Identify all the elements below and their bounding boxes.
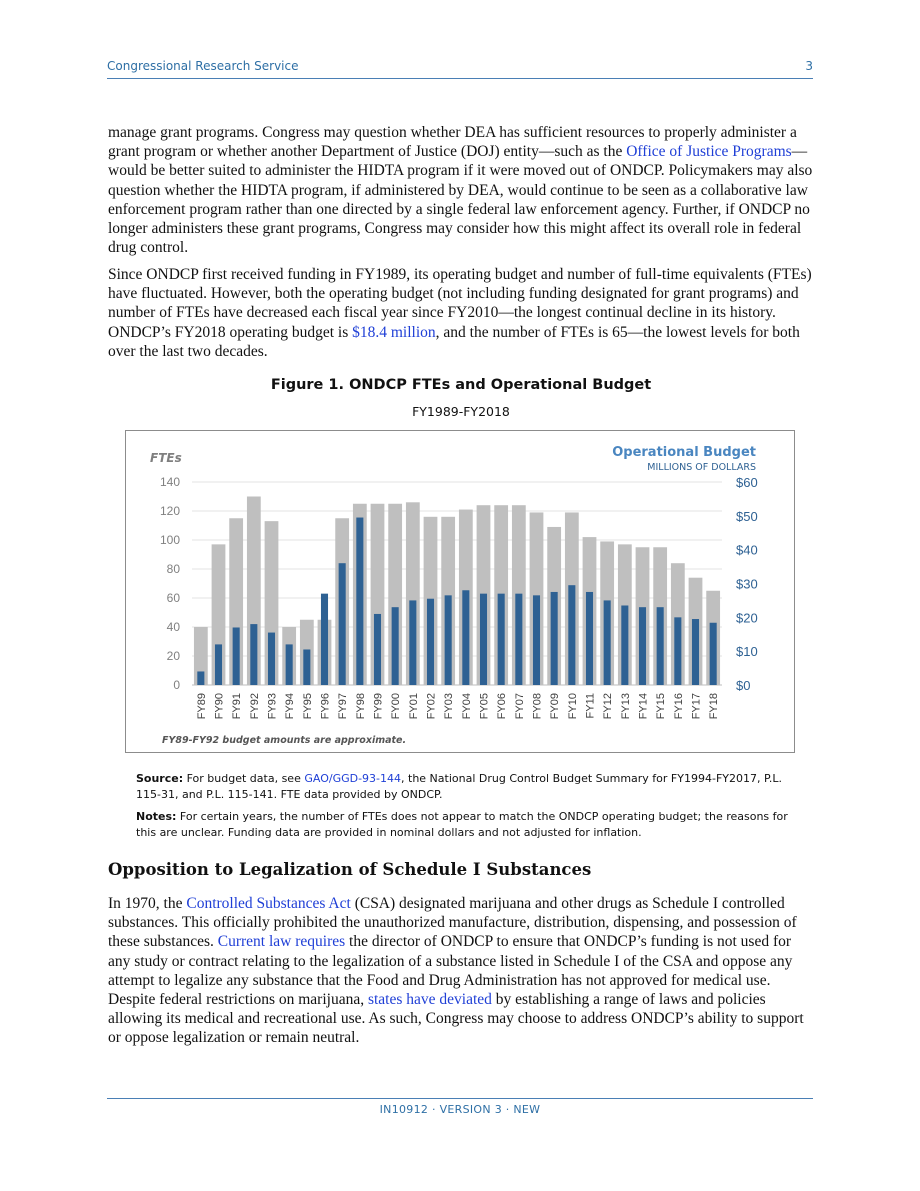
- x-tick-label: FY99: [372, 693, 385, 720]
- x-tick-label: FY07: [513, 693, 526, 720]
- x-tick-label: FY10: [566, 693, 579, 720]
- chart-frame: [125, 430, 795, 753]
- x-tick-label: FY91: [231, 693, 244, 720]
- right-tick-label: $20: [736, 610, 758, 626]
- x-tick-label: FY97: [337, 693, 350, 720]
- x-tick-label: FY14: [637, 693, 650, 720]
- notes-label: Notes:: [136, 810, 177, 823]
- budget-bar: [568, 585, 575, 685]
- budget-bar: [392, 607, 399, 685]
- left-tick-label: 60: [166, 591, 180, 605]
- budget-bar: [268, 633, 275, 685]
- right-tick-label: $10: [736, 644, 758, 660]
- text: —would be better suited to administer the HIDTA program if it were moved out of ONDCP. Policymakers may also question whether the HIDTA program, if administered by DEA, would continue to be seen as a collaborative law enforcement program rather than one directed by a single federal law enforcement agency. Further, if ONDCP no longer administers these grant programs, Congress may consider how this might affect its overall role in federal drug control.: [108, 143, 813, 257]
- x-tick-label: FY96: [319, 693, 332, 720]
- left-tick-label: 120: [159, 504, 180, 518]
- x-tick-label: FY94: [284, 693, 297, 720]
- text: (CSA) designated marijuana and other drugs as Schedule I controlled substances. This officially prohibited the unauthorized manufacture, distribution, dispensing, and possession of these substances.: [108, 895, 797, 951]
- x-tick-label: FY02: [425, 693, 438, 720]
- paragraph-budget-history: [108, 265, 814, 361]
- left-tick-label: 80: [166, 562, 180, 576]
- budget-bar: [586, 592, 593, 685]
- text: , and the number of FTEs is 65—the lowest levels for both over the last two decades.: [108, 323, 800, 360]
- left-tick-label: 0: [173, 678, 180, 692]
- x-tick-label: FY95: [301, 693, 314, 720]
- x-tick-label: FY11: [584, 693, 597, 719]
- left-tick-label: 100: [159, 533, 180, 547]
- left-tick-label: 40: [166, 620, 180, 634]
- text: , the National Drug Control Budget Summary for FY1994-FY2017, P.L. 115-31, and P.L. 115-141. FTE data provided by ONDCP.: [136, 772, 783, 801]
- text: Since ONDCP first received funding in FY1989, its operating budget and number of full-time equivalents (FTEs) have fluctuated. However, both the operating budget (not including funding designated for grant programs) and number of FTEs have decreased each fiscal year since FY2010—the longest continual decline in its history. ONDCP’s FY2018 operating budget is: [108, 266, 812, 341]
- budget-bar: [339, 563, 346, 685]
- link-budget-amount[interactable]: $18.4 million: [352, 323, 436, 341]
- paragraph-grant-programs: [108, 123, 814, 257]
- right-tick-label: $40: [736, 542, 758, 558]
- link-states-have-deviated[interactable]: states have deviated: [367, 991, 492, 1009]
- budget-bar: [657, 607, 664, 685]
- right-tick-label: $0: [736, 678, 751, 693]
- source-label: Source:: [136, 772, 184, 785]
- budget-bar: [533, 595, 540, 685]
- footer-divider: [107, 1098, 813, 1099]
- budget-bar: [639, 607, 646, 685]
- text: For budget data, see: [183, 772, 305, 785]
- text: the director of ONDCP to ensure that ONDCP’s funding is not used for any study or contract relating to the legalization of a substance listed in Schedule I of the CSA and oppose any attempt to legalize any substance that the Food and Drug Administration has not approved for medical use. Despite federal restrictions on marijuana,: [108, 933, 793, 1009]
- x-tick-label: FY04: [460, 693, 473, 720]
- text: For certain years, the number of FTEs does not appear to match the ONDCP operating budget; the reasons for this are unclear. Funding data are provided in nominal dollars and not adjusted for inflation.: [136, 810, 788, 839]
- figure-title: Figure 1. ONDCP FTEs and Operational Budget: [270, 377, 652, 393]
- section-heading: Opposition to Legalization of Schedule I Substances: [108, 860, 592, 879]
- budget-bar: [409, 600, 416, 685]
- x-tick-label: FY01: [407, 693, 420, 720]
- right-axis-title: Operational Budget: [612, 445, 756, 460]
- header-org: Congressional Research Service: [107, 59, 299, 73]
- budget-bar: [710, 623, 717, 685]
- x-tick-label: FY06: [496, 693, 509, 720]
- budget-bar: [356, 518, 363, 685]
- x-tick-label: FY03: [443, 693, 456, 720]
- budget-bar: [692, 619, 699, 685]
- budget-bar: [303, 649, 310, 685]
- x-tick-label: FY93: [266, 693, 279, 720]
- chart-footnote: FY89-FY92 budget amounts are approximate.: [162, 735, 407, 746]
- x-tick-label: FY08: [531, 693, 544, 720]
- right-axis-subtitle: MILLIONS OF DOLLARS: [647, 462, 756, 473]
- budget-bar: [498, 594, 505, 685]
- x-tick-label: FY16: [672, 693, 685, 720]
- budget-bar: [462, 590, 469, 685]
- x-tick-label: FY00: [390, 693, 403, 720]
- ondcp-chart: [126, 431, 794, 752]
- page-footer: IN10912 · VERSION 3 · NEW: [379, 1103, 541, 1116]
- budget-bar: [604, 600, 611, 685]
- x-tick-label: FY05: [478, 693, 491, 720]
- x-tick-label: FY92: [248, 693, 261, 720]
- paragraph-schedule-i: [108, 894, 814, 1048]
- budget-bar: [515, 594, 522, 685]
- budget-bar: [674, 617, 681, 685]
- figure-source: [136, 771, 806, 803]
- x-tick-label: FY17: [690, 693, 703, 720]
- figure-notes: [136, 809, 806, 841]
- x-tick-label: FY18: [708, 693, 721, 720]
- budget-bar: [445, 595, 452, 685]
- link-controlled-substances-act[interactable]: Controlled Substances Act: [186, 895, 351, 912]
- budget-bar: [250, 624, 257, 685]
- text: In 1970, the: [108, 895, 187, 912]
- link-gao-report[interactable]: GAO/GGD-93-144: [304, 772, 402, 785]
- budget-bar: [621, 605, 628, 685]
- budget-bar: [480, 594, 487, 685]
- x-tick-label: FY89: [195, 693, 208, 720]
- budget-bar: [286, 644, 293, 685]
- x-tick-label: FY13: [619, 693, 632, 720]
- x-tick-label: FY15: [655, 693, 668, 720]
- x-tick-label: FY98: [354, 693, 367, 720]
- budget-bar: [215, 644, 222, 685]
- budget-bar: [551, 592, 558, 685]
- budget-bar: [233, 627, 240, 685]
- left-tick-label: 140: [159, 475, 180, 489]
- left-tick-label: 20: [166, 649, 180, 663]
- budget-bar: [197, 671, 204, 685]
- x-tick-label: FY09: [549, 693, 562, 720]
- page-header: [107, 58, 813, 79]
- right-tick-label: $30: [736, 576, 758, 592]
- right-tick-label: $60: [736, 475, 758, 490]
- budget-bar: [427, 599, 434, 685]
- x-tick-label: FY90: [213, 693, 226, 720]
- text: manage grant programs. Congress may question whether DEA has sufficient resources to properly administer a grant program or whether another Department of Justice (DOJ) entity—such as the: [108, 124, 797, 161]
- left-axis-title: FTEs: [150, 451, 182, 465]
- x-tick-label: FY12: [602, 693, 615, 720]
- budget-bar: [374, 614, 381, 685]
- right-tick-label: $50: [736, 508, 758, 524]
- figure-subtitle: FY1989-FY2018: [412, 404, 510, 419]
- page-number: 3: [805, 59, 813, 73]
- text: by establishing a range of laws and policies allowing its medical and recreational use. As such, Congress may choose to address ONDCP’s ability to support or oppose legalization or remain neutral.: [108, 991, 804, 1047]
- link-office-of-justice-programs[interactable]: Office of Justice Programs: [626, 143, 792, 161]
- link-current-law[interactable]: Current law requires: [217, 933, 346, 951]
- budget-bar: [321, 594, 328, 685]
